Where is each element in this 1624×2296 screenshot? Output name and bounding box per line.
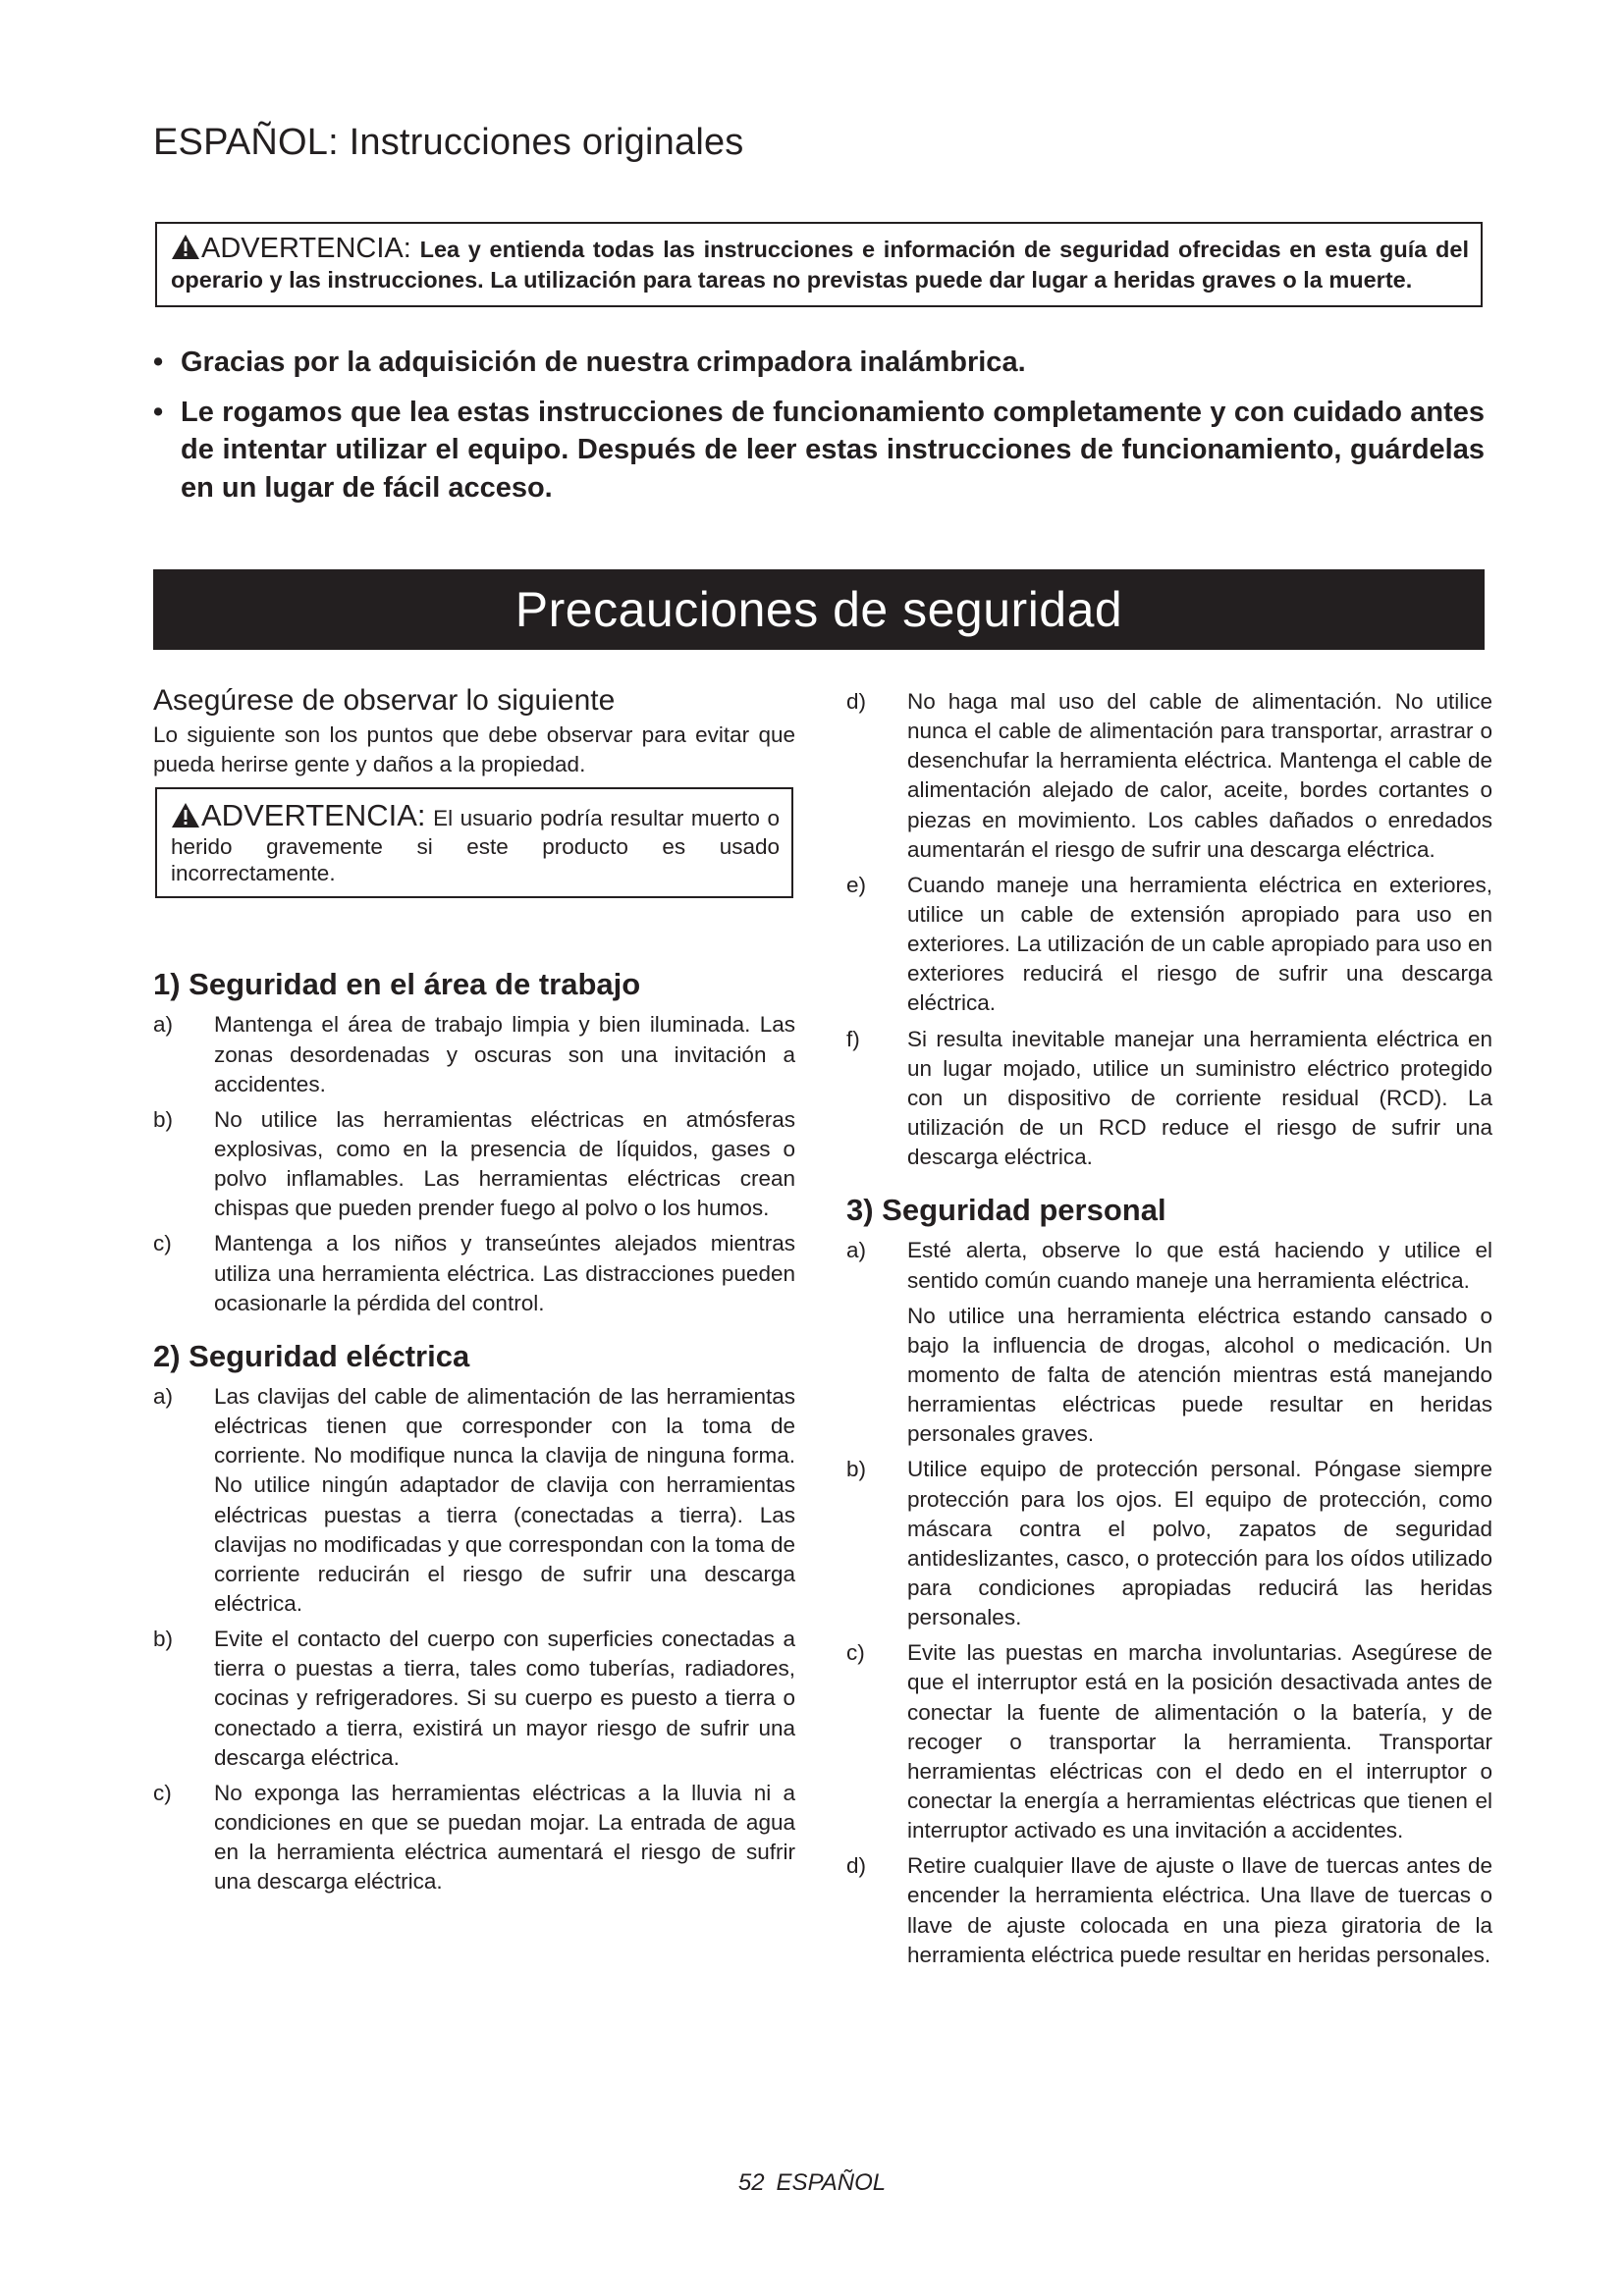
warning-triangle-icon <box>171 802 200 828</box>
warning-label: ADVERTENCIA: <box>201 233 411 264</box>
observe-text: Lo siguiente son los puntos que debe observar para evitar que pueda herirse gente y daños a la propiedad. <box>153 722 795 777</box>
list-item: c) Evite las puestas en marcha involuntarias. Asegúrese de que el interruptor está en la posición desactivada antes de conectar la fuente de alimentación o la batería, y de recoger o transportar la herramienta. Transportar herramientas eléctricas con el dedo en el interruptor o conectar la energía a herramientas eléctricas que tienen el interruptor activado es una invitación a accidentes. <box>846 1640 1492 1843</box>
list-item: d) No haga mal uso del cable de alimentación. No utilice nunca el cable de alimentación para transportar, arrastrar o desenchufar la herramienta eléctrica. Mantenga el cable de alimentación alejado de calor, aceite, bordes cortantes o piezas en movimiento. Los cables dañados o enredados aumentarán el riesgo de sufrir una descarga eléctrica. <box>846 689 1492 862</box>
intro-bullet-list <box>153 344 1485 518</box>
list-item: • Gracias por la adquisición de nuestra crimpadora inalámbrica. <box>153 347 1026 378</box>
warning-box-top <box>155 222 1483 307</box>
section-heading-electrical: 2) Seguridad eléctrica <box>153 1338 470 1373</box>
list-item: b) Evite el contacto del cuerpo con superficies conectadas a tierra o puestas a tierra, tales como tuberías, radiadores, cocinas y refrigeradores. Si su cuerpo es puesto a tierra o conectado a tierra, existirá un mayor riesgo de sufrir una descarga eléctrica. <box>153 1627 795 1770</box>
list-item: b) Utilice equipo de protección personal. Póngase siempre protección para los ojos. El equipo de protección, como máscara contra el polvo, zapatos de seguridad antideslizantes, casco, o protección para los oídos utilizado para condiciones apropiadas reducirá las heridas personales. <box>846 1457 1492 1630</box>
observe-heading: Asegúrese de observar lo siguiente <box>153 684 616 717</box>
footer-language: ESPAÑOL <box>776 2169 887 2196</box>
list-item: d) Retire cualquier llave de ajuste o llave de tuercas antes de encender la herramienta eléctrica. Una llave de tuercas o llave de ajuste colocada en una pieza giratoria de la herramienta eléctrica puede resultar en heridas personales. <box>846 1853 1492 1967</box>
list-item: No utilice una herramienta eléctrica estando cansado o bajo la influencia de drogas, alcohol o medicación. Un momento de falta de atención mientras está manejando herramientas eléctricas puede resultar en heridas personales graves. <box>907 1303 1492 1447</box>
page-number: 52 <box>737 2169 765 2196</box>
list-item: f) Si resulta inevitable manejar una herramienta eléctrica en un lugar mojado, utilice un suministro eléctrico protegido con un dispositivo de corriente residual (RCD). La utilización de un RCD reduce el riesgo de sufrir una descarga eléctrica. <box>846 1026 1492 1170</box>
list-item: a) Mantenga el área de trabajo limpia y bien iluminada. Las zonas desordenadas y oscuras son una invitación a accidentes. <box>153 1012 795 1096</box>
page-title: ESPAÑOL: Instrucciones originales <box>153 122 744 163</box>
warning-box-side <box>155 787 793 898</box>
section-heading-work-area: 1) Seguridad en el área de trabajo <box>153 967 641 1002</box>
list-item: a) Esté alerta, observe lo que está haciendo y utilice el sentido común cuando maneje una herramienta eléctrica. <box>846 1238 1492 1293</box>
list-item: a) Las clavijas del cable de alimentación de las herramientas eléctricas tienen que corresponder con la toma de corriente. No modifique nunca la clavija de ninguna forma. No utilice ningún adaptador de clavija con herramientas eléctricas puestas a tierra (conectadas a tierra). Las clavijas no modificadas y que correspondan con la toma de corriente reducirán el riesgo de sufrir una descarga eléctrica. <box>153 1384 795 1617</box>
list-item: b) No utilice las herramientas eléctricas en atmósferas explosivas, como en la presencia de líquidos, gases o polvo inflamables. Las herramientas eléctricas crean chispas que pueden prender fuego al polvo o los humos. <box>153 1106 795 1221</box>
section-banner: Precauciones de seguridad <box>153 569 1485 650</box>
list-item: c) No exponga las herramientas eléctricas a la lluvia ni a condiciones en que se puedan mojar. La entrada de agua en la herramienta eléctrica aumentará el riesgo de sufrir una descarga eléctrica. <box>153 1780 795 1895</box>
list-item: e) Cuando maneje una herramienta eléctrica en exteriores, utilice un cable de extensión apropiado para uso en exteriores. La utilización de un cable apropiado para uso en exteriores reducirá el riesgo de sufrir una descarga eléctrica. <box>846 872 1492 1016</box>
list-item: • Le rogamos que lea estas instrucciones de funcionamiento completamente y con cuidado antes de intentar utilizar el equipo. Después de leer estas instrucciones de funcionamiento, guárdelas en un lugar de fácil acceso. <box>153 396 1485 504</box>
page-footer <box>0 2169 1624 2197</box>
list-item: c) Mantenga a los niños y transeúntes alejados mientras utiliza una herramienta eléctrica. Las distracciones pueden ocasionarle la pérdida del control. <box>153 1231 795 1315</box>
warning-triangle-icon <box>171 234 200 260</box>
right-column <box>846 687 1492 1976</box>
warning-text: El usuario podría resultar muerto o herido gravemente si este producto es usado incorrectamente. <box>171 806 780 886</box>
warning-label: ADVERTENCIA: <box>201 798 426 832</box>
warning-text: Lea y entienda todas las instrucciones e información de seguridad ofrecidas en esta guía del operario y las instrucciones. La utilización para tareas no previstas puede dar lugar a heridas graves o la muerte. <box>171 237 1469 293</box>
section-heading-personal: 3) Seguridad personal <box>846 1193 1166 1228</box>
